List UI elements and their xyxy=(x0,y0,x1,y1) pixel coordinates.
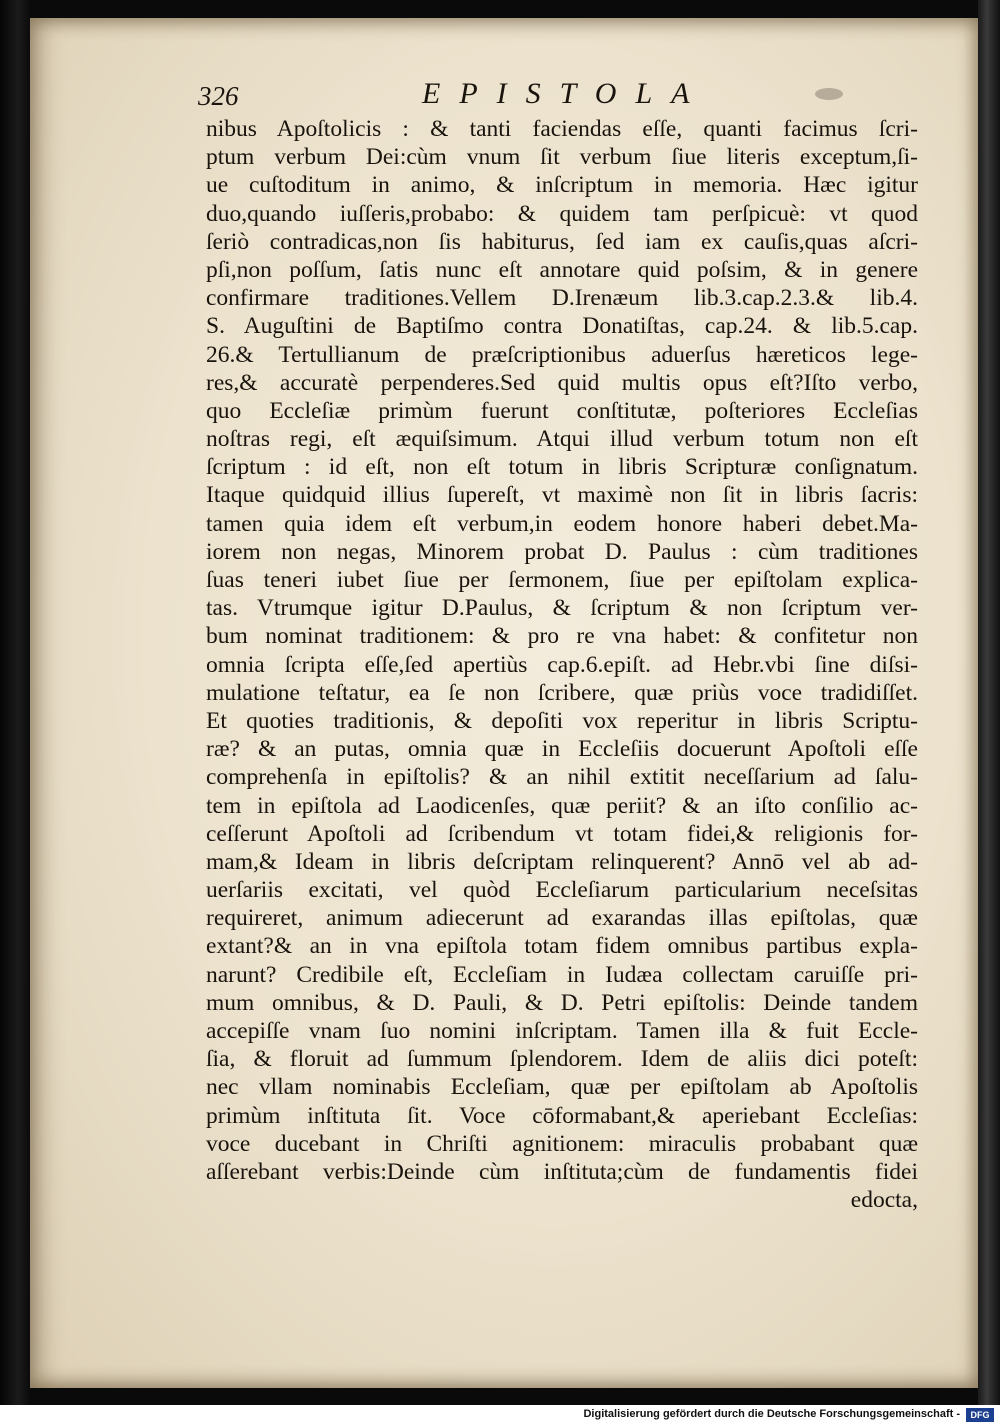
text-line: uerſariis excitati, vel quòd Eccleſiarum particularium neceſsitas xyxy=(206,877,918,904)
text-line: nec vllam nominabis Eccleſiam, quæ per epiſtolam ab Apoſtolis xyxy=(206,1074,918,1101)
text-line: Et quoties traditionis, & depoſiti vox reperitur in libris Scriptu- xyxy=(206,707,918,734)
text-line: requireret, animum adiecerunt ad exarandas illas epiſtolas, quæ xyxy=(206,905,918,932)
text-line: 26.& Tertullianum de præſcriptionibus aduerſus hæreticos lege- xyxy=(206,341,918,368)
text-line: narunt? Credibile eſt, Eccleſiam in Iudæa collectam caruiſſe pri- xyxy=(206,961,918,988)
book-spine-edge xyxy=(0,0,30,1425)
text-line: nibus Apoſtolicis : & tanti faciendas eſſe, quanti facimus ſcri- xyxy=(206,116,918,142)
page-edge-shadow xyxy=(978,0,1000,1405)
text-line: ſcriptum : id eſt, non eſt totum in libris Scripturæ conſignatum. xyxy=(206,454,918,481)
text-line: ſeriò contradicas,non ſis habiturus, ſed iam ex cauſis,quas aſcri- xyxy=(206,228,918,255)
text-line: duo,quando iuſſeris,probabo: & quidem tam perſpicuè: vt quod xyxy=(206,200,918,227)
text-line: ſia, & floruit ad ſummum ſplendorem. Idem de aliis dici poteſt: xyxy=(206,1046,918,1073)
text-line: tem in epiſtola ad Laodicenſes, quæ periit? & an iſto conſilio ac- xyxy=(206,792,918,819)
page-number: 326 xyxy=(198,81,239,111)
text-line: accepiſſe vnam ſuo nomini inſcriptam. Tamen illa & fuit Eccle- xyxy=(206,1018,918,1044)
text-line: pſi,non poſſum, ſatis nunc eſt annotare quid poſsim, & in genere xyxy=(206,256,918,283)
text-line: ræ? & an putas, omnia quæ in Eccleſiis docuerunt Apoſtoli eſſe xyxy=(206,736,918,763)
text-line: primùm inſtituta ſit. Voce cōformabant,& aperiebant Eccleſias: xyxy=(206,1102,918,1129)
body-text xyxy=(206,115,918,1214)
text-line: extant?& an in vna epiſtola totam fidem omnibus partibus expla- xyxy=(206,933,918,960)
running-title: EPISTOLA xyxy=(422,77,709,110)
footer-credit: Digitalisierung gefördert durch die Deutsche Forschungsgemeinschaft - xyxy=(583,1408,960,1420)
text-line: S. Auguſtini de Baptiſmo contra Donatiſtas, cap.24. & lib.5.cap. xyxy=(206,313,918,340)
text-line: mum omnibus, & D. Pauli, & D. Petri epiſtolis: Deinde tandem xyxy=(206,989,918,1016)
text-line: omnia ſcripta eſſe,ſed apertiùs cap.6.epiſt. ad Hebr.vbi ſine diſsi- xyxy=(206,651,918,678)
text-line: aſſerebant verbis:Deinde cùm inſtituta;cùm de fundamentis fidei xyxy=(206,1158,918,1185)
running-head xyxy=(170,75,890,115)
text-line: ue cuſtoditum in animo, & inſcriptum in memoria. Hæc igitur xyxy=(206,172,918,199)
text-line: tas. Vtrumque igitur D.Paulus, & ſcriptum & non ſcriptum ver- xyxy=(206,595,918,622)
dfg-logo-icon: DFG xyxy=(966,1408,994,1422)
text-line: bum nominat traditionem: & pro re vna habet: & confitetur non xyxy=(206,623,918,650)
text-line: tamen quia idem eſt verbum,in eodem honore haberi debet.Ma- xyxy=(206,510,918,537)
text-line: Itaque quidquid illius ſupereſt, vt maximè non ſit in libris ſacris: xyxy=(206,482,918,509)
text-line: ſuas teneri iubet ſiue per ſermonem, ſiue per epiſtolam explica- xyxy=(206,567,918,593)
text-line: mam,& Ideam in libris deſcriptam relinquerent? Annō vel ab ad- xyxy=(206,848,918,875)
text-line: iorem non negas, Minorem probat D. Paulus : cùm traditiones xyxy=(206,538,918,565)
text-line: ptum verbum Dei:cùm vnum ſit verbum ſiue literis exceptum,ſi- xyxy=(206,144,918,171)
ink-smudge xyxy=(815,88,843,100)
text-line: voce ducebant in Chriſti agnitionem: miraculis probabant quæ xyxy=(206,1130,918,1157)
text-line: res,& accuratè perpenderes.Sed quid multis opus eſt?Iſto verbo, xyxy=(206,369,918,396)
text-line: ceſſerunt Apoſtoli ad ſcribendum vt totam fidei,& religionis for- xyxy=(206,820,918,847)
digitization-footer xyxy=(0,1405,1000,1425)
text-line: mulatione teſtatur, ea ſe non ſcribere, quæ priùs voce tradidiſſet. xyxy=(206,679,918,706)
text-line: quo Eccleſiæ primùm fuerunt conſtitutæ, poſteriores Eccleſias xyxy=(206,397,918,424)
text-line: comprehenſa in epiſtolis? & an nihil extitit neceſſarium ad ſalu- xyxy=(206,764,918,791)
text-line: noſtras regi, eſt æquiſsimum. Atqui illud verbum totum non eſt xyxy=(206,426,918,453)
text-line: confirmare traditiones.Vellem D.Irenæum lib.3.cap.2.3.& lib.4. xyxy=(206,285,918,312)
catchword: edocta, xyxy=(850,1187,918,1214)
